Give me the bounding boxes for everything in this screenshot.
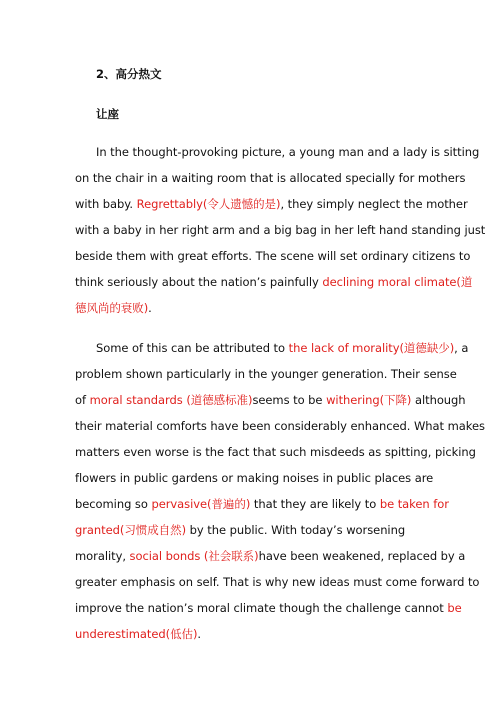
text-line: of moral standards (道德感标准)seems to be withering(下降) although — [75, 393, 466, 407]
text-line: problem shown particularly in the younger generation. Their sense — [75, 367, 457, 381]
highlighted-phrase: underestimated(低估) — [75, 627, 198, 641]
text-line: greater emphasis on self. That is why new ideas must come forward to — [75, 575, 480, 589]
highlighted-phrase: social bonds (社会联系) — [129, 549, 259, 563]
text-line: In the thought-provoking picture, a young man and a lady is sitting — [96, 145, 480, 159]
text-line: morality, social bonds (社会联系)have been weakened, replaced by a — [75, 549, 466, 563]
article-title: 让座 — [96, 107, 119, 121]
highlighted-phrase: the lack of morality(道德缺少) — [288, 341, 455, 355]
text-line: becoming so pervasive(普遍的) that they are likely to be taken for — [75, 497, 449, 511]
text-line: their material comforts have been considerably enhanced. What makes — [75, 419, 485, 433]
text-line: beside them with great efforts. The scene will set ordinary citizens to — [75, 249, 471, 263]
text-line: 德风尚的衰败). — [75, 301, 152, 315]
highlighted-phrase: declining moral climate(道 — [322, 275, 473, 289]
highlighted-phrase: moral standards (道德感标准) — [89, 393, 253, 407]
text-line: granted(习惯成自然) by the public. With today’s worsening — [75, 523, 406, 537]
text-line: flowers in public gardens or making noises in public places are — [75, 471, 434, 485]
text-line: with baby. Regrettably(令人遗憾的是), they simply neglect the mother — [75, 197, 468, 211]
highlighted-phrase: 德风尚的衰败) — [75, 301, 149, 315]
highlighted-phrase: be taken for — [379, 497, 449, 511]
section-heading: 2、高分热文 — [96, 67, 162, 81]
text-line: think seriously about the nation’s painfully declining moral climate(道 — [75, 275, 473, 289]
highlighted-phrase: Regrettably(令人遗憾的是) — [136, 197, 281, 211]
text-line: with a baby in her right arm and a big bag in her left hand standing just — [75, 223, 486, 237]
highlighted-phrase: pervasive(普遍的) — [151, 497, 251, 511]
text-line: improve the nation’s moral climate though the challenge cannot be — [75, 601, 462, 615]
text-line: on the chair in a waiting room that is allocated specially for mothers — [75, 171, 466, 185]
highlighted-phrase: be — [447, 601, 462, 615]
text-line: matters even worse is the fact that such misdeeds as spitting, picking — [75, 445, 476, 459]
highlighted-phrase: granted(习惯成自然) — [75, 523, 187, 537]
text-line: Some of this can be attributed to the lack of morality(道德缺少), a — [96, 341, 469, 355]
highlighted-phrase: withering(下降) — [326, 393, 412, 407]
text-line: underestimated(低估). — [75, 627, 202, 641]
